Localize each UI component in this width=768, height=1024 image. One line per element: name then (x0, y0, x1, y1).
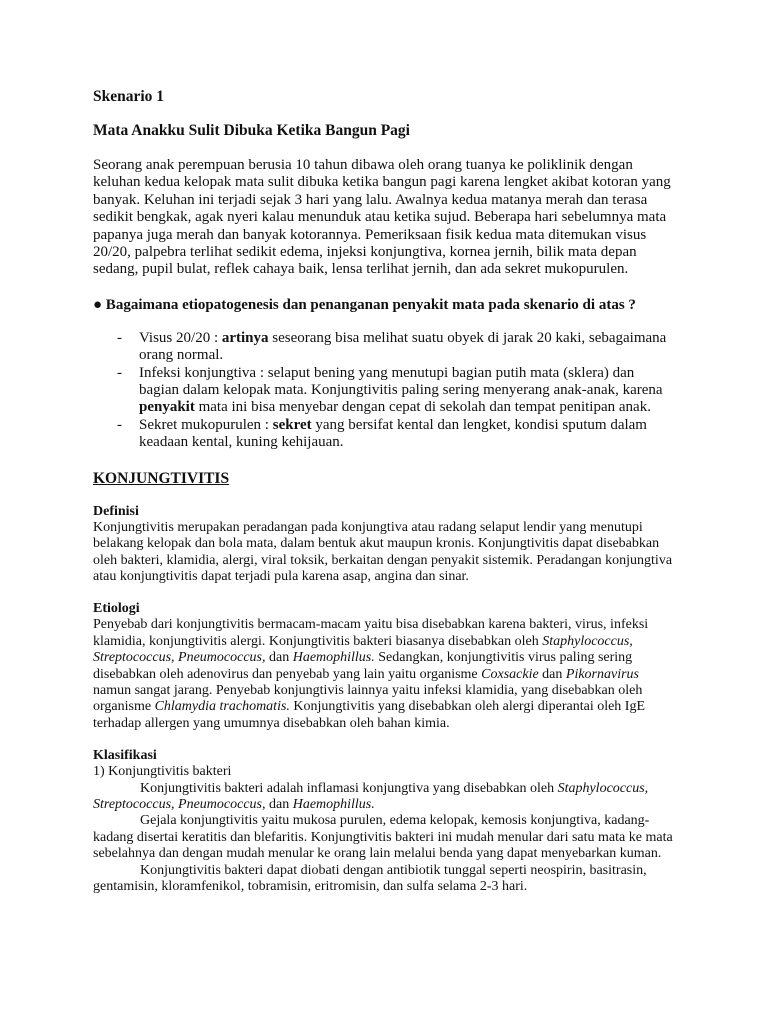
list-item (117, 330, 674, 365)
klasifikasi-paragraph: Konjungtivitis bakteri dapat diobati dengan antibiotik tunggal seperti neospirin, basitrasin, gentamisin, kloramfenikol, tobramisin, eritromisin, dan sulfa selama 2-3 hari. (93, 862, 647, 894)
etiologi-text-part: Konjungtivitis yang disebabkan oleh alergi diperantai oleh IgE terhadap allergen yang umumnya disebabkan oleh bahan kimia. (93, 699, 646, 731)
question: ● Bagaimana etiopatogenesis dan penanganan penyakit mata pada skenario di atas ? (93, 296, 636, 313)
klasifikasi-paragraph (93, 781, 674, 814)
list-item-text: mata ini bisa menyebar dengan cepat di sekolah dan tempat penitipan anak. (194, 399, 651, 416)
etiologi-text-part: Sedangkan, konjungtivitis virus paling sering disebabkan oleh adenovirus dan penyebab yang lain yaitu organisme (93, 650, 633, 682)
organism-name: Staphylococcus, Streptococcus, Pneumococcus, (93, 633, 633, 666)
organism-name: Staphylococcus, Streptococcus, Pneumococcus, (93, 780, 649, 812)
etiologi-text-part: Penyebab dari konjungtivitis bermacam-macam yaitu bisa disebabkan karena bakteri, virus, infeksi klamidia, konjungtivitis alergi. Konjungtivitis bakteri biasanya disebabkan oleh (93, 617, 649, 649)
etiologi-text-part: dan (265, 650, 293, 666)
list-item (117, 417, 674, 452)
definisi-text: Konjungtivitis merupakan peradangan pada konjungtiva atau radang selaput lendir yang menutupi belakang kelopak dan bola mata, dalam bentuk akut maupun kronis. Konjungtivitis dapat disebabkan oleh bakteri, klamidia, alergi, viral toksik, berkaitan dengan penyakit sistemik. Peradangan konjungtiva atau konjungtivitis dapat terjadi pula karena asap, angina dan sinar. (93, 519, 673, 584)
etiologi-heading: Etiologi (93, 601, 140, 617)
list-item-text: Infeksi konjungtiva : selaput bening yang menutupi bagian putih mata (sklera) dan bagian dalam kelopak mata. Konjungtivitis paling sering menyerang anak-anak, karena (139, 364, 663, 399)
organism-name: Haemophillus. (292, 650, 375, 666)
list-item-bold: penyakit (139, 399, 195, 416)
dash-marker: - (117, 364, 122, 381)
dash-marker: - (117, 416, 122, 433)
etiologi-text-part: dan (538, 666, 566, 682)
list-item-text: seseorang bisa melihat suatu obyek di jarak 20 kaki, sebagaimana orang normal. (139, 329, 667, 364)
etiologi-text (93, 617, 674, 732)
list-item (117, 365, 674, 417)
klasifikasi-paragraph: Gejala konjungtivitis yaitu mukosa purulen, edema kelopak, kemosis konjungtiva, kadang-kadang disertai keratitis dan blefaritis. Konjungtivitis bakteri ini mudah menular dari satu mata ke mata sebelahnya dan dengan mudah menular ke orang lain melalui benda yang dapat menyebarkan kuman. (93, 813, 673, 862)
klasifikasi-item-label: 1) Konjungtivitis bakteri (93, 764, 232, 780)
list-item-text: yang bersifat kental dan lengket, kondisi sputum dalam keadaan kental, kuning kehijauan. (139, 416, 647, 451)
definisi-heading: Definisi (93, 503, 139, 519)
scenario-title: Mata Anakku Sulit Dibuka Ketika Bangun Pagi (93, 122, 410, 139)
klasifikasi-heading: Klasifikasi (93, 748, 157, 764)
scenario-text: Seorang anak perempuan berusia 10 tahun dibawa oleh orang tuanya ke poliklinik dengan keluhan kedua kelopak mata sulit dibuka ketika bangun pagi karena lengket akibat kotoran yang banyak. Keluhan ini terjadi sejak 3 hari yang lalu. Awalnya kedua matanya merah dan terasa sedikit bengkak, agak nyeri kalau menunduk atau ketika sujud. Beberapa hari sebelumnya mata papanya juga merah dan banyak kotorannya. Pemeriksaan fisik kedua mata ditemukan visus 20/20, palpebra terlihat sedikit edema, injeksi konjungtiva, kornea jernih, bilik mata depan sedang, pupil bulat, reflek cahaya baik, lensa terlihat jernih, dan ada sekret mukopurulen. (93, 157, 671, 278)
scenario-number: Skenario 1 (93, 88, 165, 105)
list-item-text: Visus 20/20 : (139, 329, 222, 346)
dash-marker: - (117, 329, 122, 346)
organism-name: Chlamydia trachomatis. (154, 699, 290, 715)
klasifikasi-text-part: Konjungtivitis bakteri adalah inflamasi konjungtiva yang disebabkan oleh (140, 780, 558, 796)
answer-list (117, 330, 674, 452)
list-item-bold: artinya (221, 329, 269, 346)
list-item-text: Sekret mukopurulen : (139, 416, 273, 433)
organism-name: Coxsackie (481, 666, 539, 682)
etiologi-text-part: namun sangat jarang. Penyebab konjungtivis lainnya yaitu infeksi klamidia, yang disebabkan oleh organisme (93, 682, 643, 715)
organism-name: Pikornavirus (565, 666, 639, 682)
klasifikasi-text-part: dan (265, 796, 293, 812)
list-item-bold: sekret (272, 416, 312, 433)
organism-name: Haemophillus. (292, 796, 375, 812)
section-title: KONJUNGTIVITIS (93, 469, 230, 487)
